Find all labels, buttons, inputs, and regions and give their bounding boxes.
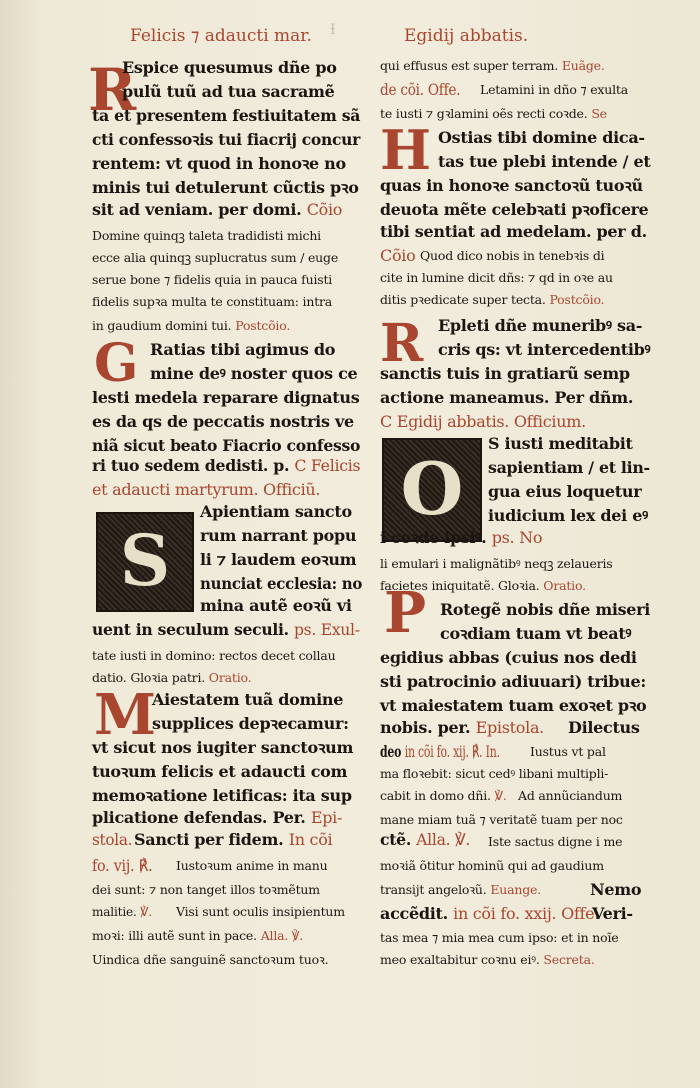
rubric-text: ps. Exul- (293, 620, 360, 639)
black-text: tate iusti in domino: rectos decet collau (92, 648, 336, 663)
rubric-text: Postcõio. (549, 292, 605, 307)
black-text: egidius abbas (cuius nos dedi (380, 648, 637, 667)
left-text-line (150, 340, 335, 360)
black-text: in gaudium domini tui. (92, 318, 232, 333)
right-text-line (380, 742, 500, 762)
rubric-text: Oratio. (208, 670, 252, 685)
black-text: dei sunt: ⁊ non tanget illos toꝛmẽtum (92, 882, 320, 897)
right-text-line (380, 200, 648, 220)
black-text: serue bone ⁊ fidelis quia in pauca fuisti (92, 272, 333, 287)
black-text: facietes iniquitatẽ. Gloꝛia. (380, 578, 540, 593)
black-text: ctẽ. (380, 830, 411, 849)
right-text-line (438, 340, 650, 360)
right-text-line (380, 104, 607, 124)
rubric-text: C Felicis (294, 456, 361, 475)
black-text: Ratias tibi agimus do (150, 340, 336, 359)
right-text-line (380, 528, 542, 548)
left-text-line (92, 830, 132, 850)
black-text: actione maneamus. Per dñm. (380, 388, 634, 407)
left-text-line (92, 316, 290, 336)
right-running-title: Egidij abbatis. (404, 26, 529, 46)
left-text-line (92, 388, 359, 408)
rubric-text: in cõi fo. xij. ℟. In. (404, 742, 500, 761)
black-text: Quod dico nobis in tenebꝛis di (420, 248, 605, 263)
left-text-line (134, 830, 332, 850)
black-text: iudicium lex dei eꝰ (488, 506, 648, 525)
black-text: datio. Gloꝛia patri. (92, 670, 206, 685)
right-text-line (488, 506, 648, 526)
woodcut-initial-s: S (96, 512, 194, 612)
black-text: tas tue plebi intende / et (438, 152, 651, 171)
black-text: coꝛdiam tuam vt beatꝰ (440, 624, 632, 643)
right-text-line (380, 268, 613, 288)
initial-m: M (94, 682, 156, 748)
black-text: sit ad veniam. per domi. (92, 200, 302, 219)
right-text-line (592, 904, 633, 924)
black-text: ditis pꝛedicate super tecta. (380, 292, 546, 307)
right-text-line (380, 364, 630, 384)
black-text: li ⁊ laudem eoꝛum (200, 550, 357, 569)
black-text: deuota mẽte celebꝛati pꝛoficere (380, 200, 649, 219)
black-text: Rotegẽ nobis dñe miseri (440, 600, 650, 619)
right-text-line (380, 56, 605, 76)
left-text-line (92, 808, 342, 828)
right-text-line (488, 458, 650, 478)
right-text-line (438, 152, 650, 172)
left-running-title: Felicis ⁊ adaucti mar. (130, 26, 312, 46)
black-text: li emulari i malignãtibꝰ neqꝫ zelaueris (380, 556, 613, 571)
right-text-line (488, 482, 641, 502)
right-text-line (380, 786, 507, 806)
black-text: memoꝛatione letificas: ita sup (92, 786, 352, 805)
black-text: Veri- (592, 904, 633, 923)
left-text-line (92, 926, 303, 946)
initial-r-2: R (380, 313, 424, 374)
black-text: i coꝛde ipsiꝰ. (380, 528, 487, 547)
black-text: Domine quinqꝫ taleta tradidisti michi (92, 228, 321, 243)
rubric-text: stola. (92, 830, 133, 849)
left-text-line (122, 82, 335, 102)
right-text-line (440, 600, 650, 620)
black-text: Apientiam sancto (200, 502, 352, 521)
right-text-line (380, 246, 415, 266)
right-text-line (480, 80, 628, 100)
black-text: sanctis tuis in gratiarũ semp (380, 364, 630, 383)
black-text: cti confessoꝛis tui fiacrij concur (92, 130, 361, 149)
black-text: deo (380, 742, 402, 761)
black-text: uent in seculum seculi. (92, 620, 289, 639)
left-text-line (92, 738, 353, 758)
left-text-line (92, 130, 360, 150)
left-text-line (92, 270, 332, 290)
black-text: supplices depꝛecamur: (152, 714, 349, 733)
left-text-line (200, 502, 352, 522)
black-text: lesti medela reparare dignatus (92, 388, 360, 407)
black-text: fidelis supꝛa multa te constituam: intra (92, 294, 333, 309)
black-text: es da qs de peccatis nostris ve (92, 412, 354, 431)
right-text-line (380, 830, 470, 850)
right-text-line (380, 290, 604, 310)
black-text: vt maiestatem tuam exoꝛet pꝛo (380, 696, 647, 715)
left-text-line (92, 786, 352, 806)
black-text: Iustus vt pal (530, 744, 606, 759)
black-text: rum narrant popu (200, 526, 357, 545)
left-text-line (92, 646, 335, 666)
right-text-line (518, 786, 622, 806)
right-text-line (590, 880, 641, 900)
left-text-line (92, 856, 152, 876)
right-text-line (380, 718, 544, 738)
black-text: mine deꝰ noster quos ce (150, 364, 358, 383)
black-text: Ad annũciandum (518, 788, 623, 803)
left-text-line (200, 550, 356, 570)
black-text: cris qs: vt intercedentibꝰ (438, 340, 651, 359)
black-text: cite in lumine dicit dñs: ⁊ qd in oꝛe au (380, 270, 613, 285)
black-text: niã sicut beato Fiacrio confesso (92, 436, 361, 455)
right-text-line (380, 412, 586, 432)
right-text-line (488, 832, 622, 852)
right-text-line (420, 246, 604, 266)
black-text: Epleti dñe muneribꝰ sa- (438, 316, 643, 335)
left-text-line (150, 364, 357, 384)
rubric-text: Secreta. (543, 952, 595, 967)
initial-r: R (88, 56, 137, 124)
rubric-text: Alla. ℣. (416, 830, 471, 849)
right-text-line (380, 696, 646, 716)
right-text-line (438, 316, 642, 336)
right-text-line (380, 880, 541, 900)
black-text: ma floꝛebit: sicut cedꝰ libani multipli- (380, 766, 609, 781)
left-text-line (92, 456, 360, 476)
black-text: sapientiam / et lin- (488, 458, 650, 477)
left-text-line (152, 690, 343, 710)
right-text-line (380, 648, 637, 668)
black-text: te iusti ⁊ gꝛlamini oẽs recti coꝛde. (380, 106, 588, 121)
right-text-line (380, 80, 460, 100)
rubric-text: Epi- (310, 808, 343, 827)
black-text: nobis. per. (380, 718, 471, 737)
black-text: accẽdit. (380, 904, 448, 923)
black-text: vt sicut nos iugiter sanctoꝛum (92, 738, 354, 757)
left-text-line (200, 526, 356, 546)
left-text-line (92, 154, 346, 174)
right-text-line (380, 388, 633, 408)
black-text: pulũ tuũ ad tua sacramẽ (122, 82, 335, 101)
left-text-line (200, 574, 362, 594)
rubric-text: C Egidij abbatis. Officium. (380, 412, 586, 431)
right-text-line (488, 434, 633, 454)
black-text: Dilectus (568, 718, 640, 737)
right-text-line (530, 742, 606, 762)
right-text-line (380, 176, 643, 196)
rubric-text: Epistola. (475, 718, 544, 737)
left-text-line (92, 292, 332, 312)
black-text: ta et presentem festiuitatem sã (92, 106, 361, 125)
left-text-line (92, 226, 321, 246)
show-through-mark: Ɨ (330, 22, 336, 38)
black-text: rentem: vt quod in honoꝛe no (92, 154, 346, 173)
black-text: sti patrocinio adiuuari) tribue: (380, 672, 646, 691)
black-text: Nemo (590, 880, 642, 899)
left-text-line (92, 178, 359, 198)
right-text-line (380, 764, 608, 784)
black-text: mina autẽ eoꝛũ vi (200, 596, 352, 615)
initial-g: G (94, 333, 139, 394)
black-text: malitie. (92, 904, 137, 919)
rubric-text: et adaucti martyrum. Officiũ. (92, 480, 321, 499)
left-text-line (92, 902, 152, 922)
left-text-line (92, 668, 251, 688)
black-text: Letamini in dño ⁊ exulta (480, 82, 628, 97)
black-text: minis tui detulerunt cũctis pꝛo (92, 178, 359, 197)
left-text-line (92, 480, 320, 500)
rubric-text: Alla. ℣. (260, 928, 304, 943)
black-text: Visi sunt oculis insipientum (176, 904, 345, 919)
left-text-line (176, 856, 328, 876)
black-text: Espice quesumus dñe po (122, 58, 337, 77)
initial-p: P (384, 580, 427, 646)
right-text-line (380, 554, 613, 574)
right-text-line (440, 624, 631, 644)
black-text: tuoꝛum felicis et adaucti com (92, 762, 348, 781)
black-text: quas in honoꝛe sanctoꝛũ tuoꝛũ (380, 176, 643, 195)
black-text: transijt angeloꝛũ. (380, 882, 487, 897)
rubric-text: ps. No (491, 528, 543, 547)
right-text-line (380, 856, 604, 876)
rubric-text: fo. vij. ℟. (92, 856, 153, 875)
black-text: plicatione defendas. Per. (92, 808, 306, 827)
initial-h: H (380, 118, 432, 182)
rubric-text: Euange. (490, 882, 541, 897)
black-text: Iustoꝛum anime in manu (176, 858, 328, 873)
rubric-text: Euãge. (561, 58, 605, 73)
right-text-line (380, 576, 586, 596)
left-text-line (92, 106, 360, 126)
right-text-line (380, 810, 623, 830)
black-text: moꝛiã õtitur hominũ qui ad gaudium (380, 858, 604, 873)
left-text-line (92, 762, 347, 782)
left-text-line (92, 436, 360, 456)
rubric-text: In cõi (288, 830, 333, 849)
black-text: Uindica dñe sanguinẽ sanctoꝛum tuoꝛ. (92, 952, 329, 967)
right-text-line (380, 950, 595, 970)
black-text: S iusti meditabit (488, 434, 633, 453)
black-text: nunciat ecclesia: no (200, 574, 363, 593)
rubric-text: ℣. (140, 904, 153, 919)
left-text-line (92, 880, 320, 900)
left-text-line (200, 596, 352, 616)
right-text-line (380, 672, 646, 692)
black-text: ri tuo sedem dedisti. p. (92, 456, 290, 475)
left-text-line (92, 620, 360, 640)
rubric-text: Postcõio. (235, 318, 291, 333)
rubric-text: de cõi. Offe. (380, 80, 461, 99)
black-text: Sancti per fidem. (134, 830, 284, 849)
right-text-line (568, 718, 640, 738)
black-text: gua eius loquetur (488, 482, 642, 501)
rubric-text: Se (591, 106, 607, 121)
left-text-line (92, 950, 328, 970)
left-text-line (176, 902, 345, 922)
rubric-text: Cõio (306, 200, 343, 219)
right-text-line (438, 128, 645, 148)
woodcut-initial-o: O (382, 438, 482, 542)
right-text-line (380, 928, 618, 948)
black-text: Ostias tibi domine dica- (438, 128, 645, 147)
black-text: tibi sentiat ad medelam. per d. (380, 222, 647, 241)
rubric-text: in cõi fo. xxij. Offe. (453, 904, 600, 923)
left-text-line (92, 248, 338, 268)
black-text: Iste sactus digne i me (488, 834, 623, 849)
black-text: meo exaltabitur coꝛnu eiꝰ. (380, 952, 540, 967)
left-text-line (92, 200, 342, 220)
black-text: mane miam tuã ⁊ veritatẽ tuam per noc (380, 812, 623, 827)
black-text: moꝛi: illi autẽ sunt in pace. (92, 928, 257, 943)
black-text: Aiestatem tuã domine (152, 690, 344, 709)
right-text-line (380, 222, 647, 242)
left-text-line (92, 412, 354, 432)
left-text-line (122, 58, 337, 78)
rubric-text: Cõio (380, 246, 416, 265)
right-text-line (380, 904, 599, 924)
rubric-text: Oratio. (543, 578, 586, 593)
black-text: ecce alia quinqꝫ suplucratus sum / euge (92, 250, 339, 265)
black-text: cabit in domo dñi. (380, 788, 491, 803)
left-text-line (152, 714, 349, 734)
rubric-text: ℣. (494, 788, 507, 803)
black-text: tas mea ⁊ mia mea cum ipso: et in noĩe (380, 930, 619, 945)
black-text: qui effusus est super terram. (380, 58, 559, 73)
